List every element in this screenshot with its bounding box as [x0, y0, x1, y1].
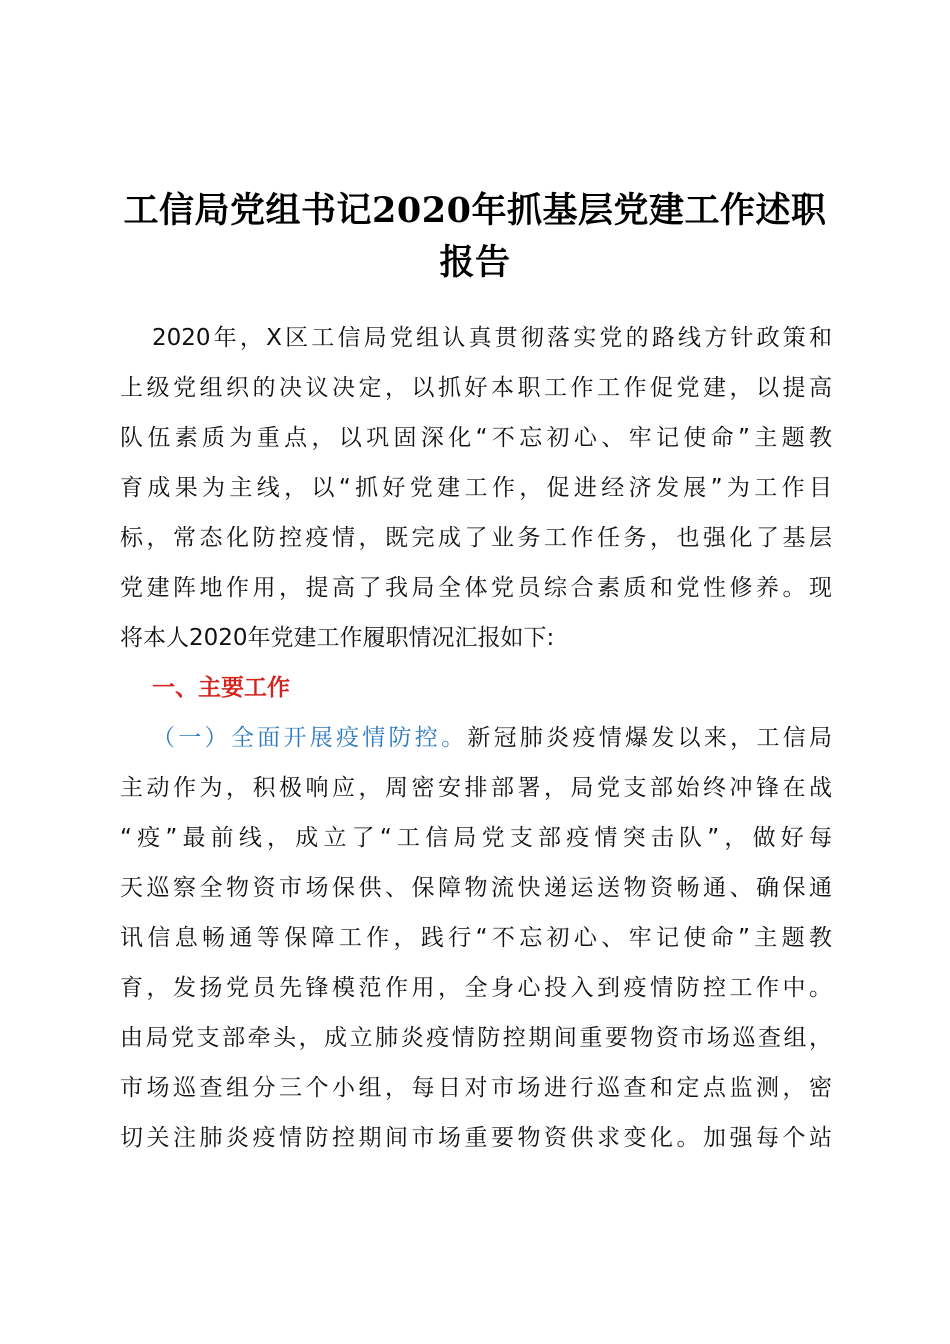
subsection-first-line-text: 新冠肺炎疫情爆发以来，工信局: [467, 725, 832, 751]
body-paragraph-line: 育，发扬党员先锋模范作用，全身心投入到疫情防控工作中。: [120, 975, 832, 1001]
body-paragraph-line: 切关注肺炎疫情防控期间市场重要物资供求变化。加强每个站: [120, 1125, 832, 1151]
body-paragraph-line: 天巡察全物资市场保供、保障物流快递运送物资畅通、确保通: [120, 875, 832, 901]
intro-paragraph-line: 上级党组织的决议决定，以抓好本职工作工作促党建，以提高: [120, 375, 832, 401]
document-title-line-2: 报告: [439, 242, 511, 283]
body-paragraph-line: 讯信息畅通等保障工作，践行“不忘初心、牢记使命”主题教: [120, 925, 832, 951]
body-paragraph-line: 市场巡查组分三个小组，每日对市场进行巡查和定点监测，密: [120, 1075, 832, 1101]
document-title-line-1: 工信局党组书记2020年抓基层党建工作述职: [123, 190, 827, 231]
section-heading-main-work: 一、主要工作: [152, 675, 290, 701]
body-paragraph-line: 主动作为，积极响应，周密安排部署，局党支部始终冲锋在战: [120, 775, 832, 801]
subsection-heading-epidemic-control: （一）全面开展疫情防控。: [152, 725, 468, 751]
intro-paragraph-line: 队伍素质为重点，以巩固深化“不忘初心、牢记使命”主题教: [120, 425, 832, 451]
intro-paragraph-line: 标，常态化防控疫情，既完成了业务工作任务，也强化了基层: [120, 525, 832, 551]
intro-paragraph-line: 党建阵地作用，提高了我局全体党员综合素质和党性修养。现: [120, 575, 832, 601]
subsection-first-line: [152, 713, 832, 763]
intro-paragraph-line: 育成果为主线，以“抓好党建工作，促进经济发展”为工作目: [120, 475, 832, 501]
intro-paragraph-line: 2020年，X区工信局党组认真贯彻落实党的路线方针政策和: [152, 325, 832, 351]
body-paragraph-line: “疫”最前线，成立了“工信局党支部疫情突击队”，做好每: [120, 825, 832, 851]
intro-paragraph-line: 将本人2020年党建工作履职情况汇报如下:: [120, 625, 555, 651]
body-paragraph-line: 由局党支部牵头，成立肺炎疫情防控期间重要物资市场巡查组，: [120, 1025, 832, 1051]
